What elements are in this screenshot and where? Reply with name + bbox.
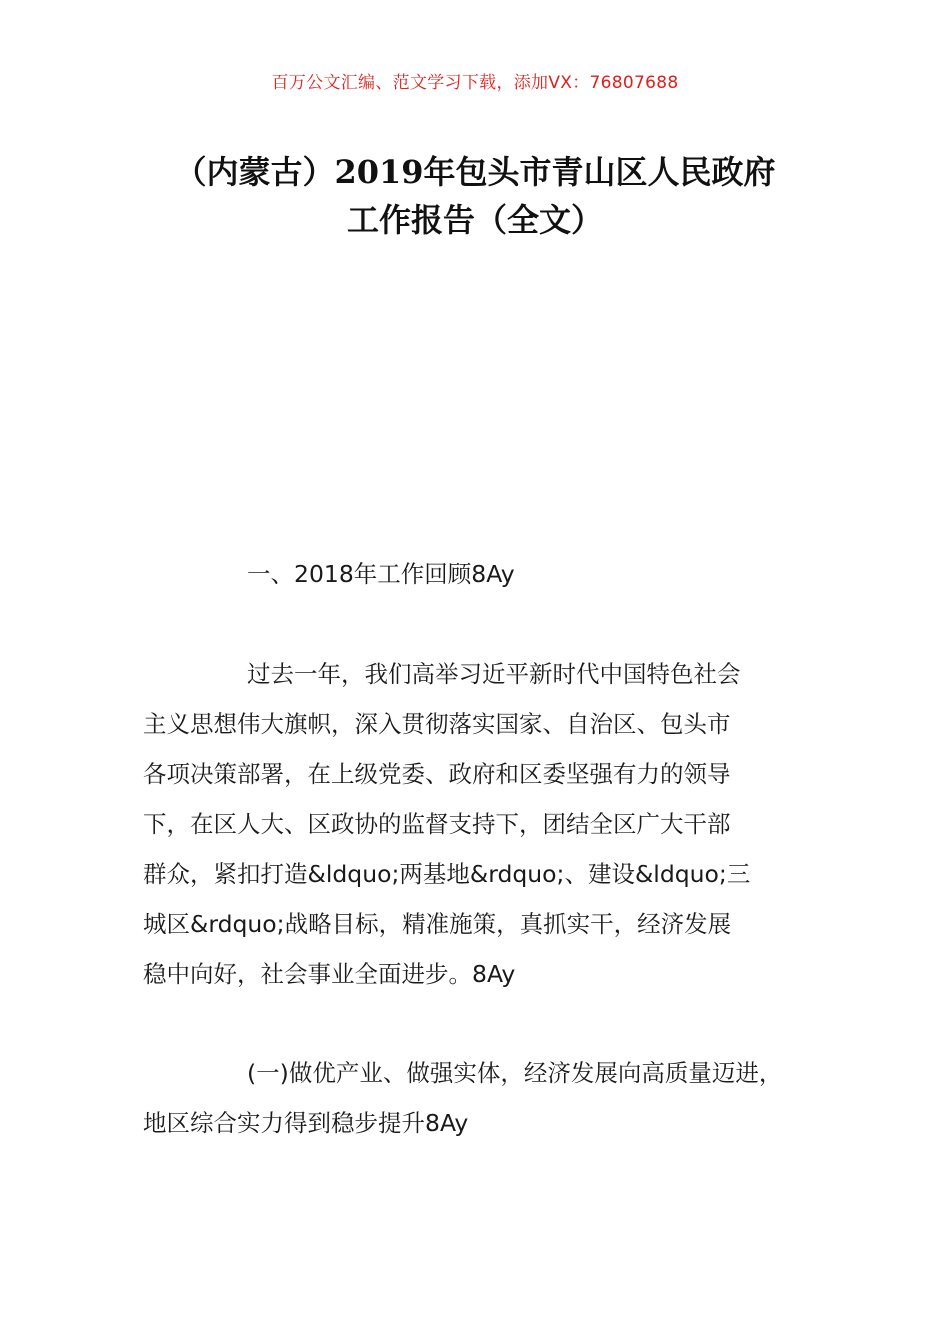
paragraph-line: 地区综合实力得到稳步提升8Ay [143,1109,469,1137]
title-line-2: 工作报告（全文） [346,201,603,239]
watermark-header: 百万公文汇编、范文学习下载，添加VX：76807688 [271,73,679,93]
paragraph-line: (一)做优产业、做强实体，经济发展向高质量迈进， [247,1059,783,1087]
document-title [100,148,850,244]
paragraph-2 [143,1048,823,1148]
paragraph-line: 过去一年，我们高举习近平新时代中国特色社会 [247,660,741,688]
paragraph-line: 主义思想伟大旗帜，深入贯彻落实国家、自治区、包头市 [143,710,731,738]
section-heading [143,549,823,599]
paragraph-line: 各项决策部署，在上级党委、政府和区委坚强有力的领导 [143,760,731,788]
section-heading-text: 一、2018年工作回顾8Ay [247,560,515,588]
paragraph-line: 城区&rdquo;战略目标，精准施策，真抓实干，经济发展 [143,910,732,938]
paragraph-line: 群众，紧扣打造&ldquo;两基地&rdquo;、建设&ldquo;三 [143,860,751,888]
title-line-1: （内蒙古）2019年包头市青山区人民政府 [174,153,776,191]
paragraph-line: 稳中向好，社会事业全面进步。8Ay [143,960,516,988]
paragraph-line: 下，在区人大、区政协的监督支持下，团结全区广大干部 [143,810,731,838]
paragraph-1 [143,649,823,999]
